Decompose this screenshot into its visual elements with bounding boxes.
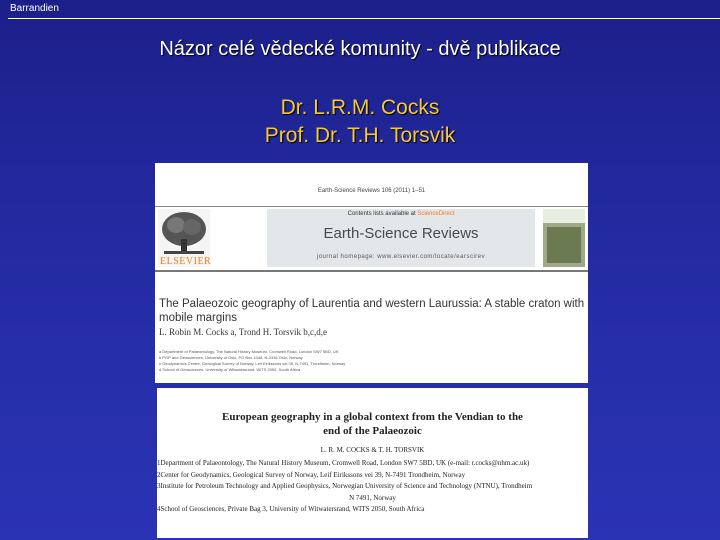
paper1-divider (155, 206, 588, 207)
paper1-authors: L. Robin M. Cocks a, Trond H. Torsvik b,c,d,e (159, 327, 327, 337)
paper2-affiliations: 1Department of Palaeontology, The Natural History Museum, Cromwell Road, London SW7 5BD, UK (e-mail: r.cocks@nhm.ac.uk) 2Center for Geodynamics, Geological Survey of Norway, Leif Eirikssons vei 39, N-7491 Trondheim, Norway 3Institute for Petroleum Technology and Applied Geophysics, Norwegian University of Science and Technology (NTNU), Trondheim N 7491, Norway 4School of Geosciences, Private Bag 3, University of Witwatersrand, WITS 2050, South Africa (157, 459, 533, 513)
journal-homepage: journal homepage: www.elsevier.com/locate/earscirev (316, 254, 486, 260)
sciencedirect-link[interactable]: ScienceDirect (417, 211, 455, 217)
journal-cover-icon (543, 209, 585, 267)
paper-european-geography (157, 388, 588, 538)
header-rule (8, 18, 720, 19)
paper1-divider-thick (155, 270, 588, 272)
journal-banner (267, 209, 535, 267)
paper-earth-science-reviews (155, 163, 588, 383)
paper2-authors: L. R. M. COCKS & T. H. TORSVIK (320, 446, 425, 454)
contents-line: Contents lists available at ScienceDirect (347, 211, 455, 217)
paper2-title: European geography in a global context from the Vendian to the end of the Palaeozoic (222, 411, 523, 437)
paper1-affiliations: a Department of Palaeontology, The Natural History Museum, Cromwell Road, London SW7 5BD, UK b PGP and Geosciences, University of Oslo, PO Box 1048, N-0316 Oslo, Norway c Geodynamics Centre, Geological Survey of Norway, Leif Eirikssons vei 39, N-7491, Trondheim, Norway d School of Geosciences, University of Witwatersrand, WITS 2050, South Africa (159, 349, 346, 372)
journal-name: Earth-Science Reviews (323, 225, 479, 242)
author-torsvik: Prof. Dr. T.H. Torsvik (264, 124, 456, 147)
paper1-title: The Palaeozoic geography of Laurentia and western Laurussia: A stable craton with mobile margins (159, 298, 585, 324)
author-cocks: Dr. L.R.M. Cocks (280, 96, 440, 119)
slide-header (0, 0, 720, 22)
publisher-name: ELSEVIER (160, 256, 212, 267)
paper1-reference: Earth-Science Reviews 106 (2011) 1–51 (317, 188, 426, 194)
slide-title: Názor celé vědecké komunity - dvě publikace (159, 38, 561, 60)
header-label: Barrandien (10, 3, 59, 14)
slide-authors (0, 94, 720, 150)
